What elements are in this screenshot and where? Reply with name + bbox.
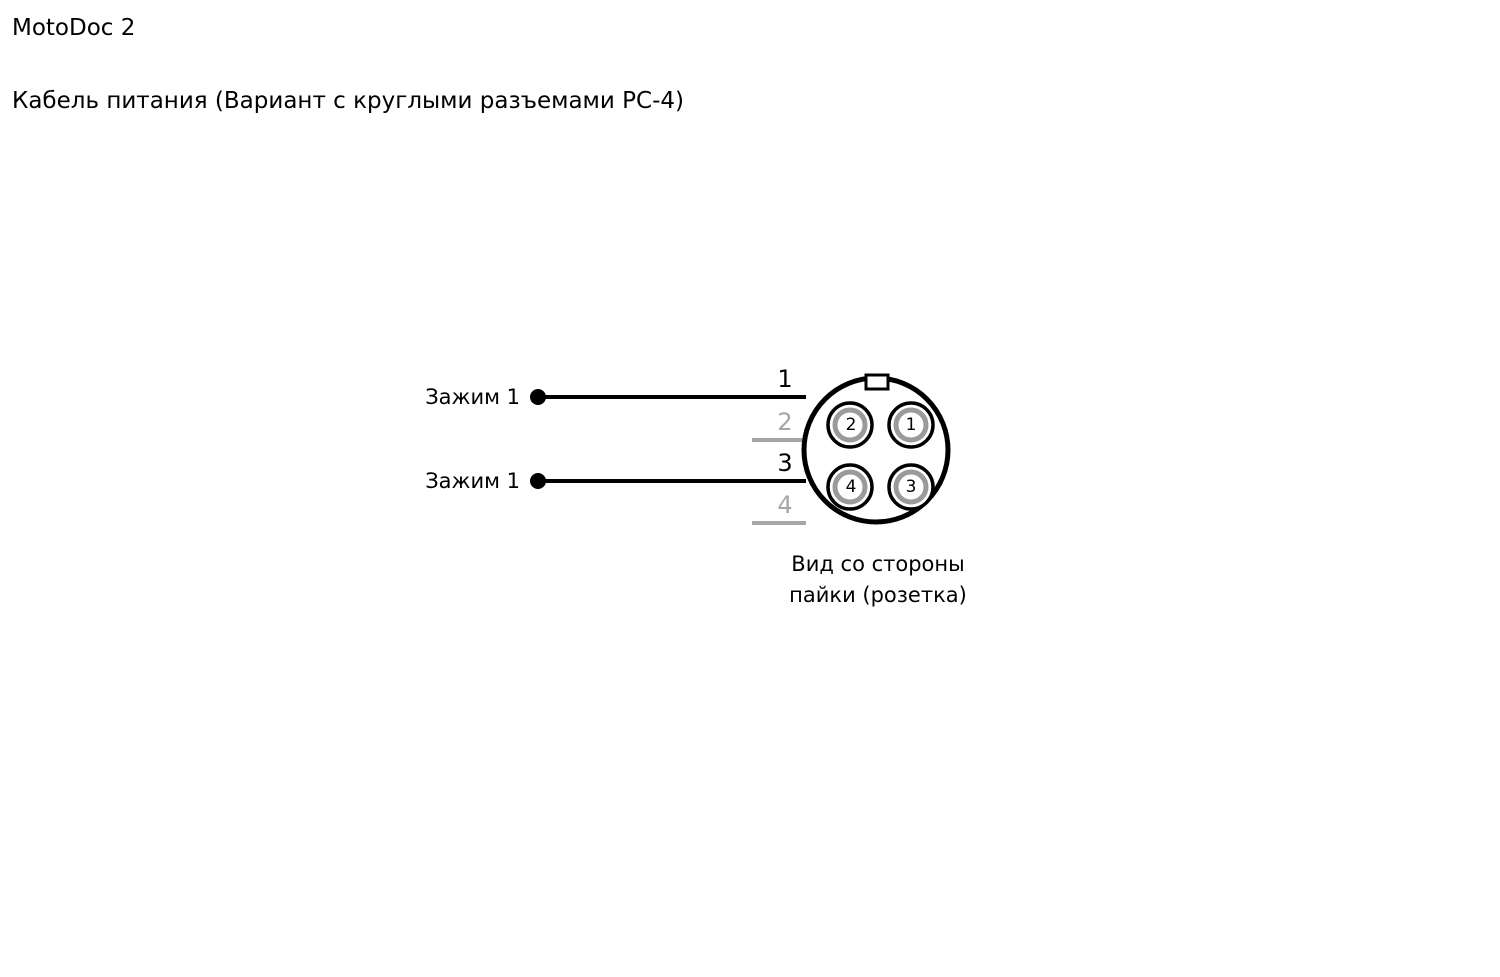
diagram-subtitle: Кабель питания (Вариант с круглыми разъемами РС-4) — [12, 88, 684, 114]
wire-label-2: Зажим 1 — [425, 469, 520, 493]
contact-number-1: 1 — [905, 415, 917, 435]
pin-number-1: 1 — [777, 365, 793, 393]
pin-number-2: 2 — [777, 408, 793, 436]
connector-key-slot — [866, 375, 888, 389]
connector-caption-line-1: Вид со стороны — [791, 552, 965, 576]
pin-number-3: 3 — [777, 449, 793, 477]
wire-terminal-dot-1 — [530, 389, 546, 405]
contact-number-2: 2 — [845, 415, 857, 435]
wire-terminal-dot-2 — [530, 473, 546, 489]
page-title: MotoDoc 2 — [12, 15, 136, 41]
pin-number-4: 4 — [777, 491, 793, 519]
connector-caption-line-2: пайки (розетка) — [789, 583, 967, 607]
wire-label-1: Зажим 1 — [425, 385, 520, 409]
contact-number-3: 3 — [905, 477, 917, 497]
contact-number-4: 4 — [845, 477, 857, 497]
